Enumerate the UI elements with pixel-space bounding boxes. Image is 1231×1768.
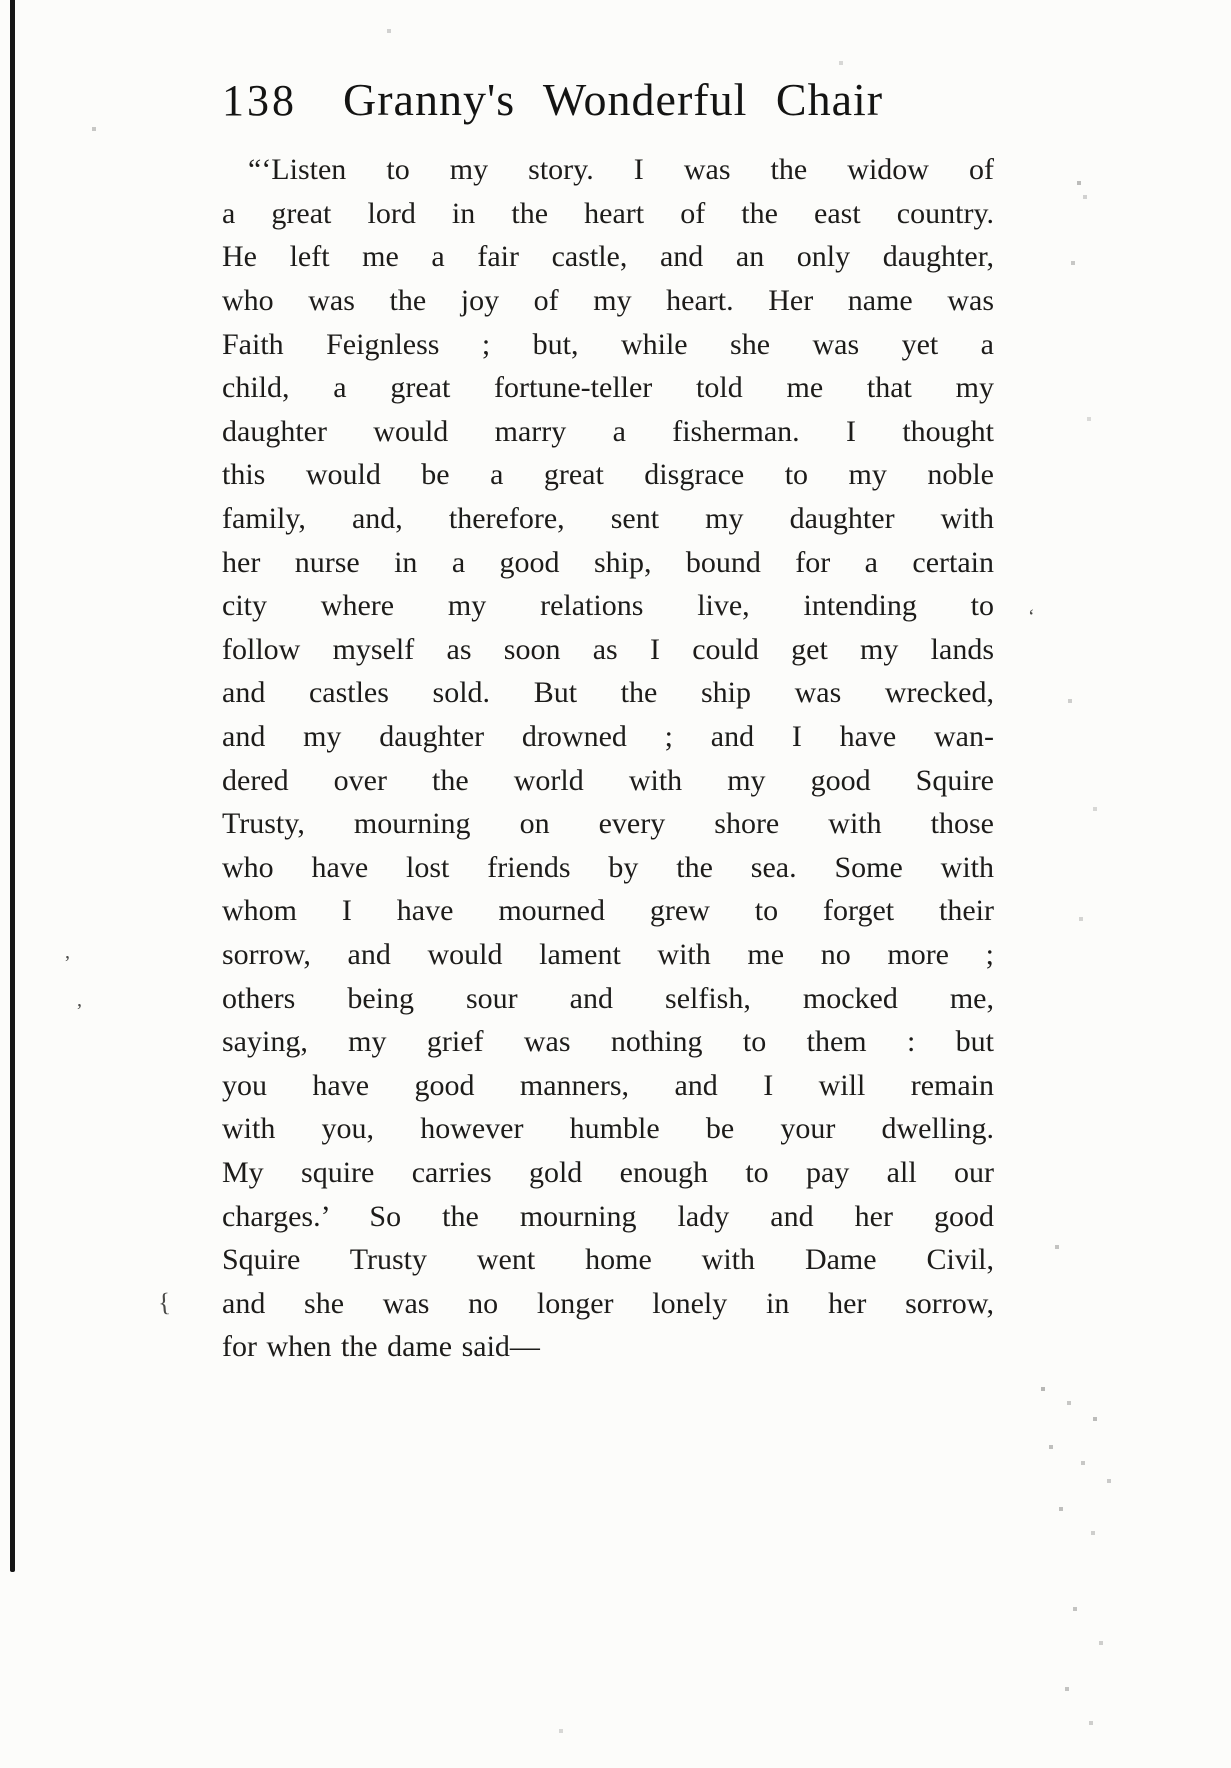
text-line: for when the dame said— [222, 1330, 540, 1364]
text-line: Faith Feignless ; but, while she was yet a [222, 327, 994, 361]
text-line: dered over the world with my good Squire [222, 763, 994, 797]
text-line: this would be a great disgrace to my noble [222, 458, 994, 492]
text-line: follow myself as soon as I could get my lands [222, 632, 994, 666]
text-line: you have good manners, and I will remain [222, 1068, 994, 1102]
scan-binding-line [10, 0, 15, 1572]
text-line: a great lord in the heart of the east country. [222, 196, 994, 230]
text-line: city where my relations live, intending to [222, 589, 994, 623]
text-line: and castles sold. But the ship was wrecked, [222, 676, 994, 710]
text-line: with you, however humble be your dwelling. [222, 1112, 994, 1146]
text-line: He left me a fair castle, and an only daughter, [222, 240, 994, 274]
text-line: others being sour and selfish, mocked me, [222, 981, 994, 1015]
text-line: who have lost friends by the sea. Some with [222, 850, 994, 884]
book-page [222, 76, 994, 1369]
text-line: family, and, therefore, sent my daughter with [222, 502, 994, 536]
text-line: sorrow, and would lament with me no more ; [222, 937, 994, 971]
text-line: daughter would marry a fisherman. I thought [222, 414, 994, 448]
text-line: Trusty, mourning on every shore with those [222, 807, 994, 841]
text-line: Squire Trusty went home with Dame Civil, [222, 1243, 994, 1277]
text-line: “‘Listen to my story. I was the widow of [248, 153, 994, 187]
text-line: My squire carries gold enough to pay all our [222, 1155, 994, 1189]
text-line: charges.’ So the mourning lady and her good [222, 1199, 994, 1233]
scan-noise-speckles [0, 0, 2, 2]
text-line: and my daughter drowned ; and I have wan- [222, 720, 994, 754]
text-line: whom I have mourned grew to forget their [222, 894, 994, 928]
scan-mark-comma: ’ [76, 1000, 83, 1022]
story-text [222, 148, 994, 1369]
book-title: Granny's Wonderful Chair [343, 74, 884, 125]
scan-mark-bracket: { [156, 1287, 172, 1318]
scan-mark-comma: ’ [64, 952, 71, 974]
text-line: saying, my grief was nothing to them : but [222, 1025, 994, 1059]
scan-mark-quote: ‘ [1028, 606, 1035, 628]
text-line: and she was no longer lonely in her sorrow, [222, 1286, 994, 1320]
text-line: child, a great fortune-teller told me that my [222, 371, 994, 405]
text-line: who was the joy of my heart. Her name was [222, 284, 994, 318]
page-number: 138 [222, 76, 297, 125]
text-line: her nurse in a good ship, bound for a certain [222, 545, 994, 579]
page-header [222, 76, 994, 124]
